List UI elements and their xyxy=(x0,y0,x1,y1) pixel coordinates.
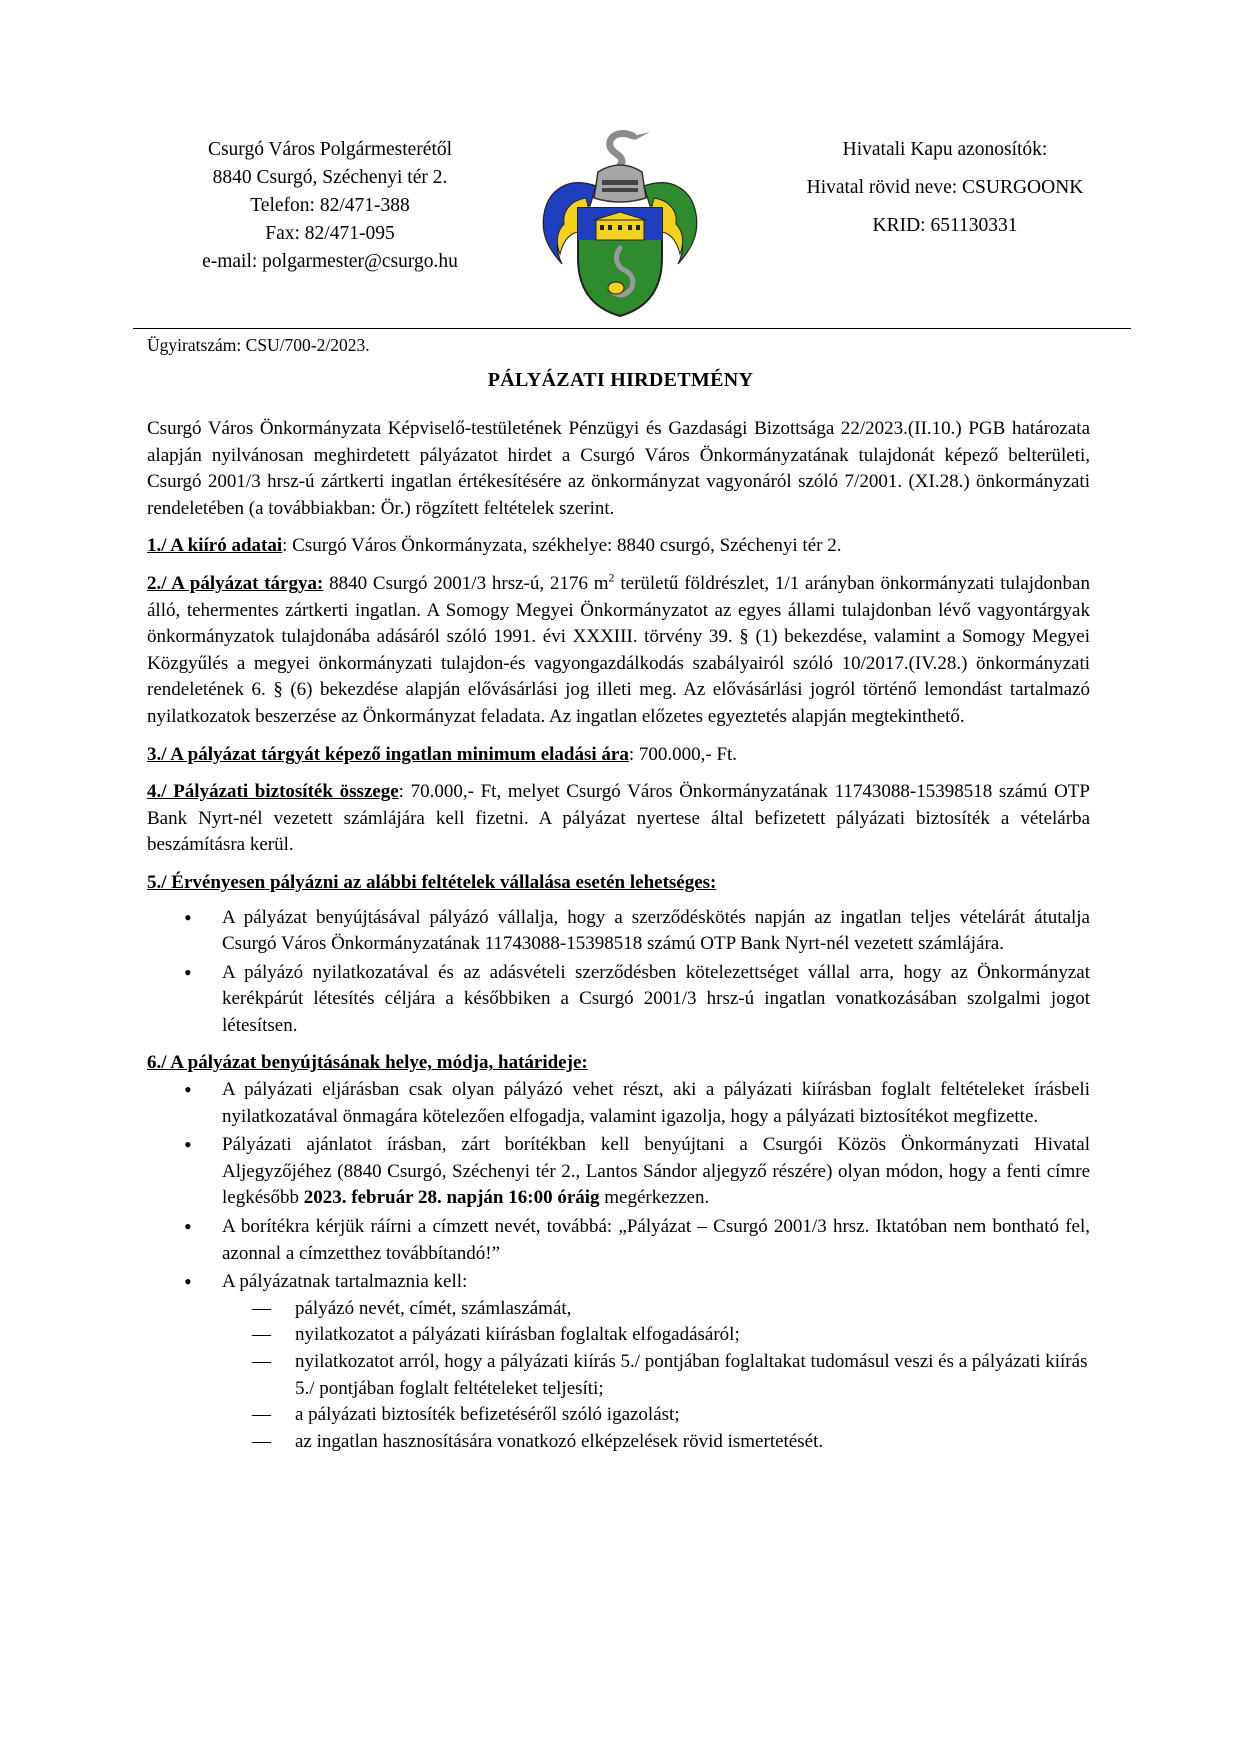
section-5-list xyxy=(147,905,1090,1040)
list-item: • A borítékra kérjük ráírni a címzett nevét, továbbá: „Pályázat – Csurgó 2001/3 hrsz. Iktatóban nem bontható fel, azonnal a címzetthez továbbítandó!” xyxy=(147,1214,1090,1267)
section-2-superscript: 2 xyxy=(608,570,615,585)
sublist-item: — nyilatkozatot a pályázati kiírásban foglaltak elfogadásáról; xyxy=(222,1322,1090,1349)
submission-text-a: Pályázati ajánlatot írásban, zárt borítékban kell benyújtani a Csurgói Közös Önkormányzati Hivatal Aljegyzőjéhez (8840 Csurgó, Széchenyi tér 2., Lantos Sándor aljegyző részére) olyan módon, hogy a fenti címre legkésőbb xyxy=(222,1134,1090,1209)
gateway-heading: Hivatali Kapu azonosítók: xyxy=(842,139,1048,160)
krid-number: KRID: 651130331 xyxy=(872,215,1018,236)
document-body xyxy=(147,416,1090,1466)
file-reference-number: Ügyiratszám: CSU/700-2/2023. xyxy=(147,335,370,355)
section-1 xyxy=(147,533,1090,560)
section-6 xyxy=(147,1050,1090,1455)
contents-intro: • A pályázatnak tartalmaznia kell: xyxy=(222,1271,468,1293)
section-5-heading: 5./ Érvényesen pályázni az alábbi feltételek vállalása esetén lehetséges: xyxy=(147,871,717,893)
list-item: • A pályázó nyilatkozatával és az adásvételi szerződésben kötelezettséget vállal arra, hogy az Önkormányzat kerékpárút létesítés céljára a későbbiken a Csurgó 2001/3 hrsz-ú ingatlan vonatkozásában szolgalmi jogot létesítsen. xyxy=(147,960,1090,1040)
list-item xyxy=(147,1132,1090,1212)
section-3-text: : 700.000,- Ft. xyxy=(628,743,738,765)
sender-phone: Telefon: 82/471-388 xyxy=(250,195,410,216)
section-2 xyxy=(147,571,1090,731)
list-item xyxy=(147,1269,1090,1455)
header-divider xyxy=(133,328,1131,329)
section-4-heading: 4./ Pályázati biztosíték összege xyxy=(147,781,399,803)
sender-fax: Fax: 82/471-095 xyxy=(265,223,395,244)
list-item: • A pályázat benyújtásával pályázó vállalja, hogy a szerződéskötés napján az ingatlan teljes vételárát átutalja Csurgó Város Önkormányzatának 11743088-15398518 számú OTP Bank Nyrt-nél vezetett számlájára. xyxy=(147,905,1090,958)
sender-email: e-mail: polgarmester@csurgo.hu xyxy=(202,251,458,272)
section-2-heading: 2./ A pályázat tárgya: xyxy=(147,572,324,594)
submission-text-b: megérkezzen. xyxy=(599,1187,710,1209)
intro-paragraph: Csurgó Város Önkormányzata Képviselő-testületének Pénzügyi és Gazdasági Bizottsága 22/2023.(II.10.) PGB határozata alapján nyilvánosan meghirdetett pályázatot hirdet a Csurgó Város Önkormányzatának tulajdonát képező belterületi, Csurgó 2001/3 hrsz-ú zártkerti ingatlan értékesítésére az önkormányzat vagyonáról szóló 7/2001. (XI.28.) önkormányzati rendeletében (a továbbiakban: Ör.) rögzített feltételek szerint. xyxy=(147,418,1090,519)
section-6-heading: 6./ A pályázat benyújtásának helye, módja, határideje: xyxy=(147,1052,588,1074)
list-item: • A pályázati eljárásban csak olyan pályázó vehet részt, aki a pályázati kiírásban foglalt feltételeket írásbeli nyilatkozatával önmagára kötelezően elfogadja, valamint igazolja, hogy a pályázati biztosítékot megfizette. xyxy=(147,1077,1090,1130)
sublist-item: — pályázó nevét, címét, számlaszámát, xyxy=(222,1296,1090,1323)
sender-address: 8840 Csurgó, Széchenyi tér 2. xyxy=(212,167,448,188)
section-6-list xyxy=(147,1077,1090,1455)
office-gateway-ids xyxy=(760,136,1130,250)
sublist-item: — az ingatlan hasznosítására vonatkozó elképzelések rövid ismertetését. xyxy=(222,1429,1090,1456)
section-1-heading: 1./ A kiíró adatai xyxy=(147,535,283,557)
document-title: PÁLYÁZATI HIRDETMÉNY xyxy=(487,369,754,391)
section-5 xyxy=(147,870,1090,1040)
sublist-item: — a pályázati biztosíték befizetéséről szóló igazolást; xyxy=(222,1402,1090,1429)
section-3-heading: 3./ A pályázat tárgyát képező ingatlan minimum eladási ára xyxy=(147,743,629,765)
contents-sublist xyxy=(222,1296,1090,1456)
sender-address-block xyxy=(150,136,510,276)
section-4 xyxy=(147,779,1090,859)
section-3 xyxy=(147,742,1090,769)
coat-of-arms-icon xyxy=(538,128,703,320)
sender-name: Csurgó Város Polgármesterétől xyxy=(207,139,453,160)
section-2-text-b: területű földrészlet, 1/1 arányban önkormányzati tulajdonban álló, tehermentes zártkerti ingatlan. A Somogy Megyei Önkormányzatot az egyes állami tulajdonban lévő vagyontárgyak önkormányzatok tulajdonába adásáról szóló 1991. évi XXXIII. törvény 39. § (1) bekezdése, valamint a Somogy Megyei Közgyűlés a megyei önkormányzati tulajdon-és vagyongazdálkodás szabályairól szóló 10/2017.(IV.28.) önkormányzati rendeletének 6. § (6) bekezdése alapján elővásárlási jog illeti meg. Az elővásárlási jogról történő lemondást tartalmazó nyilatkozatok beszerzése az Önkormányzat feladata. Az ingatlan előzetes egyeztetés alapján megtekinthető. xyxy=(147,572,1090,727)
section-1-text: : Csurgó Város Önkormányzata, székhelye: 8840 csurgó, Széchenyi tér 2. xyxy=(282,535,842,557)
office-short-name: Hivatal rövid neve: CSURGOONK xyxy=(806,177,1084,198)
submission-deadline: 2023. február 28. napján 16:00 óráig xyxy=(303,1187,600,1209)
sublist-item: — nyilatkozatot arról, hogy a pályázati kiírás 5./ pontjában foglaltakat tudomásul veszi és a pályázati kiírás 5./ pontjában foglalt feltételeket teljesíti; xyxy=(222,1349,1090,1402)
section-2-text-a: 8840 Csurgó 2001/3 hrsz-ú, 2176 m xyxy=(323,572,609,594)
section-4-text: : 70.000,- Ft, melyet Csurgó Város Önkormányzatának 11743088-15398518 számú OTP Bank Nyrt-nél vezetett számlájára kell fizetni. A pályázat nyertese által befizetett pályázati biztosíték a vételárba beszámításra kerül. xyxy=(147,781,1090,856)
